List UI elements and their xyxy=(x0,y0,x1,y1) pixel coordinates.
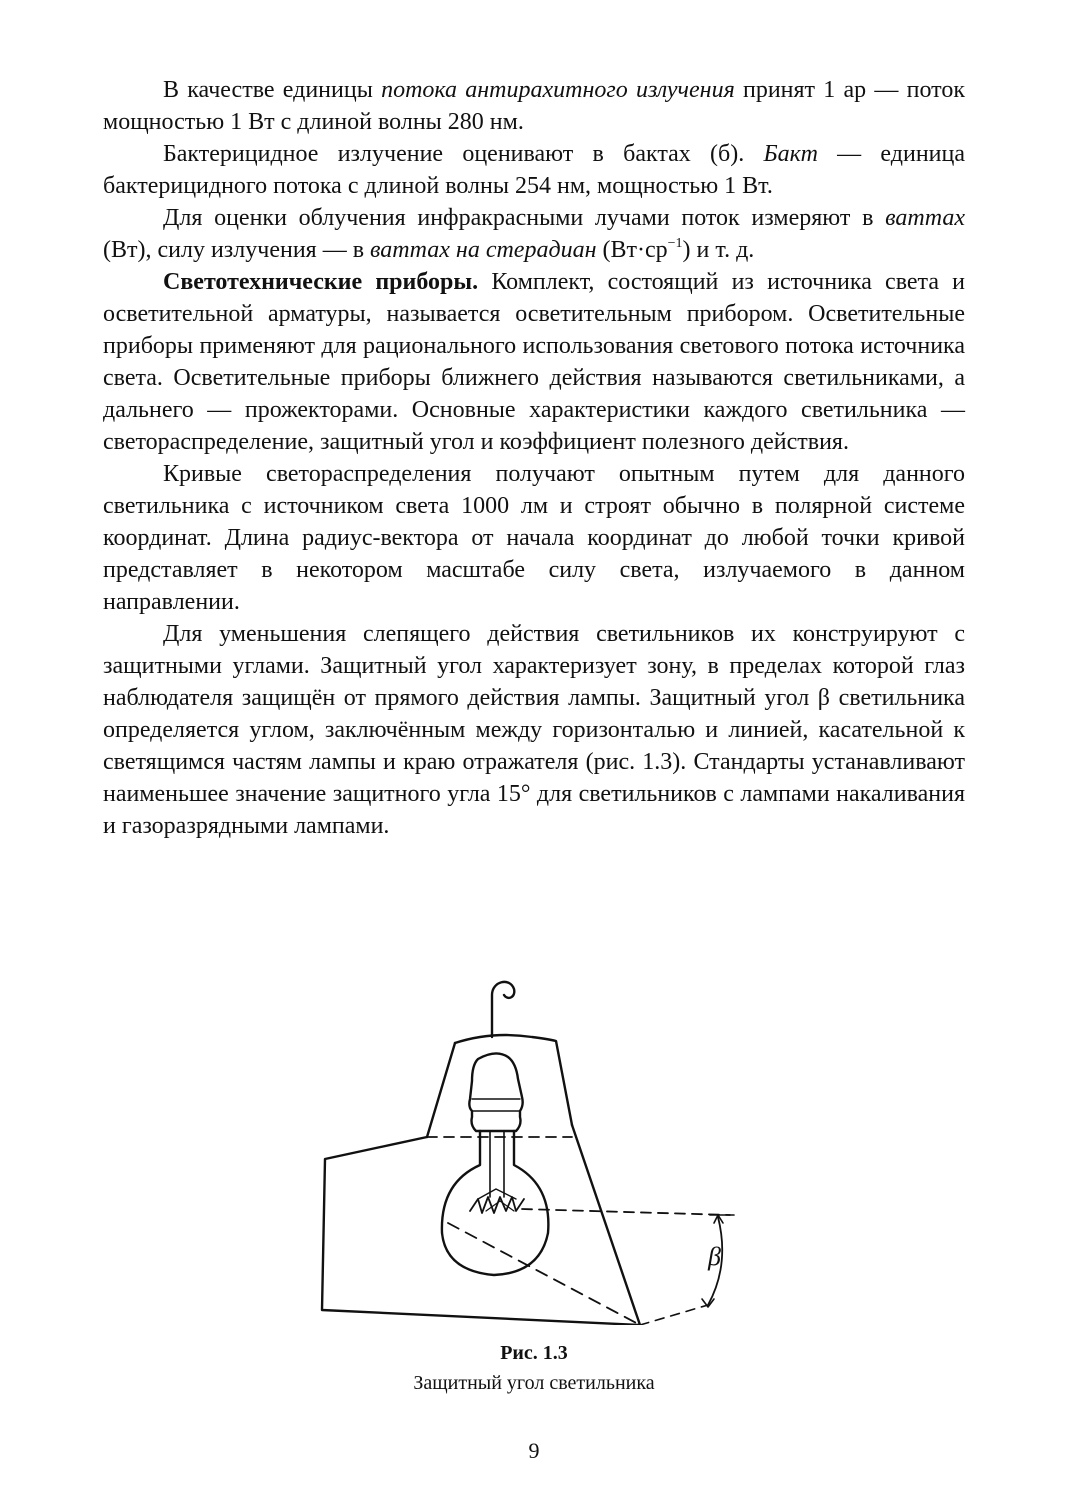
p3-text-a: Для оценки облучения инфракрасными лучами поток измеряют в xyxy=(163,205,886,231)
paragraph-5: Кривые светораспределения получают опытным путем для данного светильника с источником света 1000 лм и строят обычно в полярной системе координат. Длина радиус-вектора от начала координат до любой точки кривой представляет в некотором масштабе силу света, излучаемого в данном направлении. xyxy=(103,461,965,615)
figure-caption-title: Рис. 1.3 xyxy=(500,1342,568,1364)
page-body xyxy=(103,74,965,842)
paragraph-1 xyxy=(103,74,965,138)
p4-heading: Светотехнические приборы. xyxy=(163,269,479,295)
horizontal-line xyxy=(522,1209,730,1215)
p4-text: Комплект, состоящий из источника света и осветительной арматуры, называется осветительным прибором. Осветительные приборы применяют для рационального использования светового потока источника света. Осветительные приборы ближнего действия называются светильниками, а дальнего — прожекторами. Основные характеристики каждого светильника — светораспределение, защитный угол и коэффициент полезного действия. xyxy=(103,269,966,455)
paragraph-3 xyxy=(103,202,965,266)
p1-text-b: принят 1 ар — поток мощностью 1 Вт с длиной волны 280 нм. xyxy=(103,77,965,135)
p3-superscript: −1 xyxy=(667,236,683,251)
bulb-glass xyxy=(442,1131,548,1275)
figure-lamp-diagram xyxy=(310,965,750,1325)
p3-text-c: (Вт·ср xyxy=(596,237,668,263)
hook-icon xyxy=(492,982,514,1037)
upper-reflector-left xyxy=(427,1043,455,1137)
page-number: 9 xyxy=(528,1438,540,1463)
paragraph-6: Для уменьшения слепящего действия светильников их конструируют с защитными углами. Защитный угол характеризует зону, в пределах которой глаз наблюдателя защищён от прямого действия лампы. Защитный угол β светильника определяется углом, заключённым между горизонталью и линией, касательной к светящимся частям лампы и краю отражателя (рис. 1.3). Стандарты устанавливают наименьшее значение защитного угла 15° для светильников с лампами накаливания и газоразрядными лампами. xyxy=(103,621,965,839)
paragraph-4 xyxy=(103,266,965,458)
p1-text-a: В качестве единицы xyxy=(163,77,382,103)
paragraph-2 xyxy=(103,138,965,202)
p2-text-a: Бактерицидное излучение оценивают в бактах (б). xyxy=(163,141,764,167)
p3-italic-watts-per-sr: ваттах на стерадиан xyxy=(370,237,597,263)
lamp-shield-angle-svg xyxy=(310,965,750,1325)
lamp-socket xyxy=(469,1053,522,1131)
p2-text-b: — единица бактерицидного потока с длиной волны 254 нм, мощностью 1 Вт. xyxy=(103,141,965,199)
p1-italic-term: потока антирахитного излучения xyxy=(381,77,735,103)
p3-italic-watts: ваттах xyxy=(885,205,965,231)
p3-text-d: ) и т. д. xyxy=(682,237,755,263)
figure-caption-text: Защитный угол светильника xyxy=(413,1372,655,1394)
p3-text-b: (Вт), силу излучения — в xyxy=(103,237,371,263)
beta-label: β xyxy=(708,1242,721,1271)
p2-italic-term: Бакт xyxy=(763,141,818,167)
